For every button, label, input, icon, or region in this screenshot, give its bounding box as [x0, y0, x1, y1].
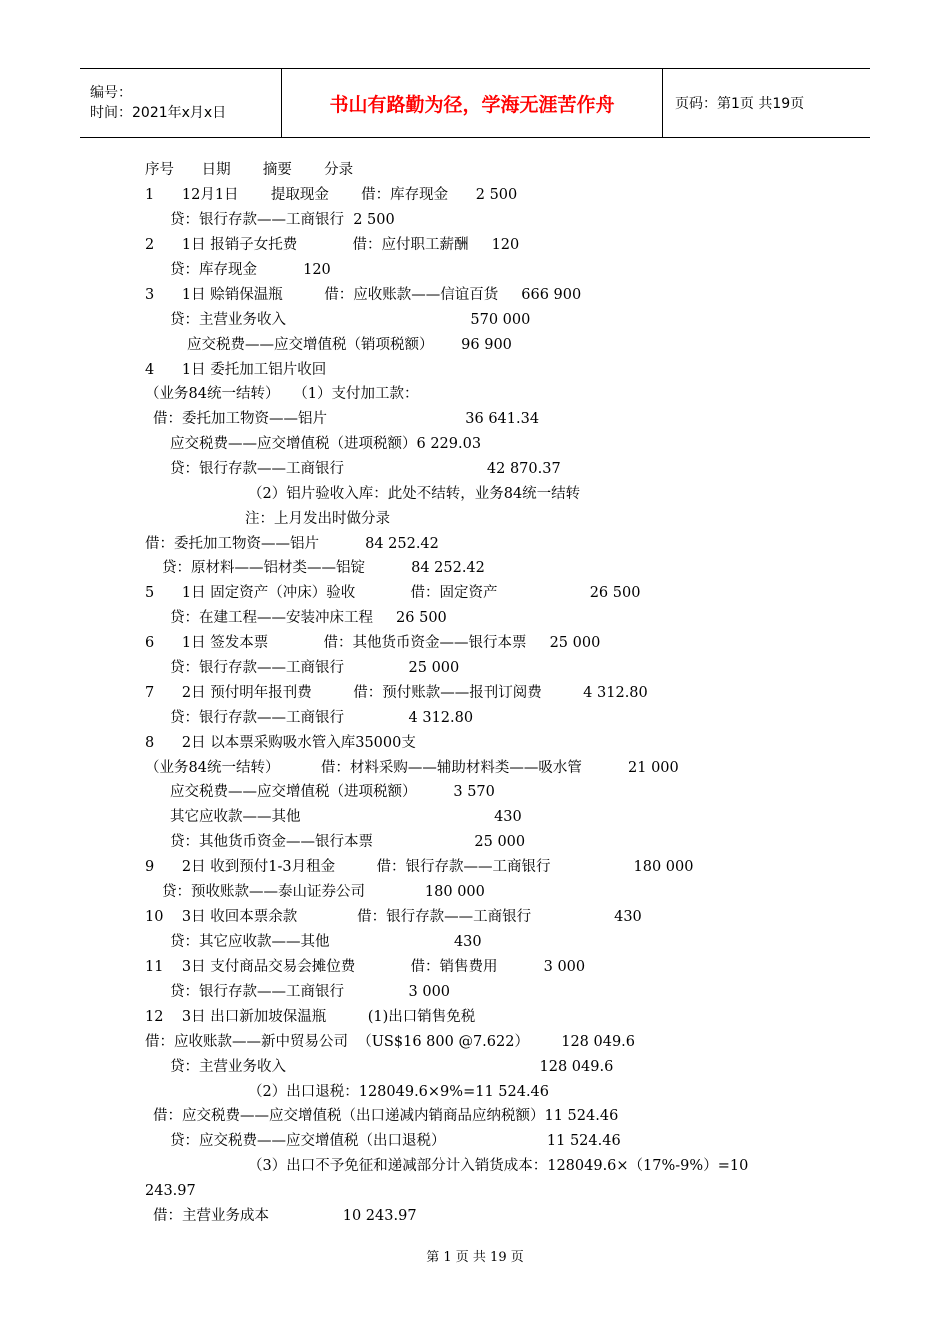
page-header	[80, 68, 870, 138]
entry-line: 贷：库存现金 120	[170, 262, 331, 278]
entry-line: 贷：在建工程——安装冲床工程 26 500	[170, 610, 447, 626]
entry-line: 借：委托加工物资——铝片 84 252.42	[145, 536, 439, 552]
entry-line: 8 2日 以本票采购吸水管入库35000支	[145, 735, 416, 751]
page-footer: 第 1 页 共 19 页	[426, 1250, 524, 1265]
entry-line: 贷：银行存款——工商银行 3 000	[170, 984, 451, 1000]
entry-line: 注：上月发出时做分录	[245, 511, 390, 527]
entry-line: 1 12月1日 提取现金 借：库存现金 2 500	[145, 187, 518, 203]
entry-line: 借：主营业务成本 10 243.97	[153, 1208, 417, 1224]
entry-line: 2 1日 报销子女托费 借：应付职工薪酬 120	[145, 237, 520, 253]
entry-line: 贷：原材料——铝材类——铝锭 84 252.42	[162, 560, 485, 576]
entry-line: 7 2日 预付明年报刊费 借：预付账款——报刊订阅费 4 312.80	[145, 685, 648, 701]
entry-line: 应交税费——应交增值税（进项税额）6 229.03	[170, 436, 482, 452]
entry-line: 贷：应交税费——应交增值税（出口退税） 11 524.46	[170, 1133, 621, 1149]
header-meta	[80, 69, 282, 137]
entry-line: 11 3日 支付商品交易会摊位费 借：销售费用 3 000	[145, 959, 586, 975]
entry-line: 3 1日 赊销保温瓶 借：应收账款——信谊百货 666 900	[145, 287, 582, 303]
entry-line: 6 1日 签发本票 借：其他货币资金——银行本票 25 000	[145, 635, 601, 651]
entry-line: 贷：银行存款——工商银行 2 500	[170, 212, 395, 228]
date-label: 时间：2021年x月x日	[90, 105, 227, 121]
number-label: 编号：	[90, 85, 132, 101]
entry-line: （2）铝片验收入库：此处不结转，业务84统一结转	[248, 486, 581, 502]
entry-line: 贷：银行存款——工商银行 4 312.80	[170, 710, 474, 726]
entry-line: （2）出口退税：128049.6×9%=11 524.46	[248, 1084, 550, 1100]
entry-line: 12 3日 出口新加坡保温瓶 (1)出口销售免税	[145, 1009, 476, 1025]
header-page-info	[663, 69, 870, 137]
entry-line: 243.97	[145, 1183, 196, 1199]
entry-line: 贷：主营业务收入 570 000	[170, 312, 531, 328]
entry-line: 其它应收款——其他 430	[170, 809, 522, 825]
entry-line: 10 3日 收回本票余款 借：银行存款——工商银行 430	[145, 909, 642, 925]
entry-line: 应交税费——应交增值税（销项税额） 96 900	[187, 337, 512, 353]
entry-line: 贷：银行存款——工商银行 42 870.37	[170, 461, 561, 477]
motto-text: 书山有路勤为径，学海无涯苦作舟	[329, 93, 615, 116]
entry-line: 借：应收账款——新中贸易公司 （US$16 800 @7.622） 128 049.6	[145, 1034, 636, 1050]
entry-line: 贷：预收账款——泰山证券公司 180 000	[162, 884, 485, 900]
entry-line: 应交税费——应交增值税（进项税额） 3 570	[170, 784, 495, 800]
entry-line: 贷：银行存款——工商银行 25 000	[170, 660, 460, 676]
entry-line: 借：应交税费——应交增值税（出口递减内销商品应纳税额）11 524.46	[153, 1108, 619, 1124]
entry-line: 5 1日 固定资产（冲床）验收 借：固定资产 26 500	[145, 585, 641, 601]
entry-line: 9 2日 收到预付1-3月租金 借：银行存款——工商银行 180 000	[145, 859, 694, 875]
entry-line: （业务84统一结转） （1）支付加工款：	[145, 386, 419, 402]
entry-line: 4 1日 委托加工铝片收回	[145, 362, 327, 378]
entry-line: 贷：主营业务收入 128 049.6	[170, 1059, 614, 1075]
page-label: 页码：第1页 共19页	[675, 96, 805, 112]
entry-line: 贷：其它应收款——其他 430	[170, 934, 482, 950]
entry-line: （业务84统一结转） 借：材料采购——辅助材料类——吸水管 21 000	[145, 760, 679, 776]
entry-line: 借：委托加工物资——铝片 36 641.34	[153, 411, 540, 427]
entry-line: （3）出口不予免征和递减部分计入销货成本：128049.6×（17%-9%）=10	[248, 1158, 749, 1174]
entry-line: 贷：其他货币资金——银行本票 25 000	[170, 834, 526, 850]
header-motto	[282, 69, 663, 137]
column-header: 序号 日期 摘要 分录	[145, 162, 354, 178]
